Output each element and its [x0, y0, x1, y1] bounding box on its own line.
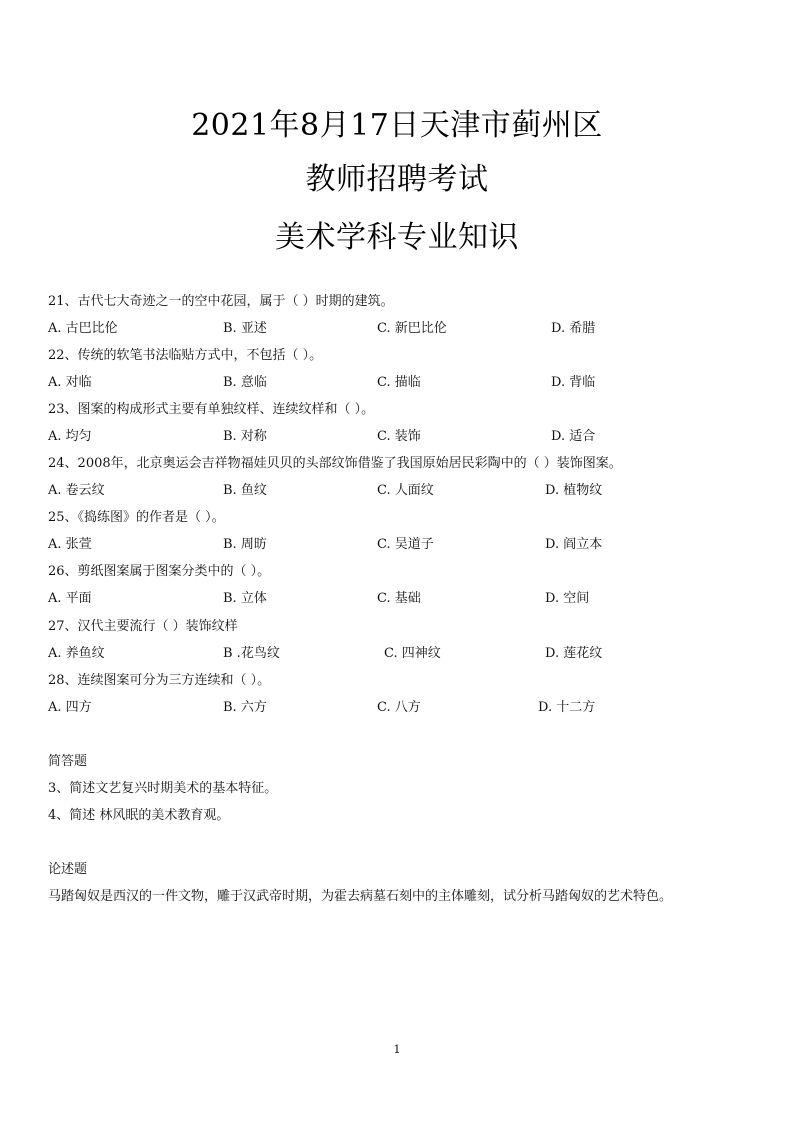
section-heading-short-answer: 简答题 [48, 754, 88, 769]
option-c: C. 新巴比伦 [377, 321, 447, 336]
document-title-line1: 2021年8月17日天津市蓟州区 [191, 108, 603, 143]
option-a: A. 平面 [48, 591, 92, 606]
document-title-line2: 教师招聘考试 [305, 162, 489, 197]
option-b: B. 意临 [223, 375, 267, 390]
option-d: D. 背临 [551, 375, 596, 390]
option-b: B. 六方 [223, 700, 267, 715]
question-stem: 26、剪纸图案属于图案分类中的（ ）。 [48, 564, 271, 579]
option-b: B .花鸟纹 [223, 646, 280, 661]
short-answer-item: 3、简述文艺复兴时期美术的基本特征。 [48, 781, 278, 796]
question-stem: 27、汉代主要流行（ ）装饰纹样 [48, 619, 238, 634]
question-stem: 21、古代七大奇迹之一的空中花园，属于（ ）时期的建筑。 [48, 294, 394, 309]
option-b: B. 立体 [223, 591, 267, 606]
option-b: B. 周昉 [223, 537, 267, 552]
document-title-line3: 美术学科专业知识 [275, 220, 519, 255]
option-c: C. 四神纹 [384, 646, 441, 661]
option-d: D. 阎立本 [545, 537, 603, 552]
essay-question: 马踏匈奴是西汉的一件文物，雕于汉武帝时期，为霍去病墓石刻中的主体雕刻，试分析马踏匈奴的艺术特色。 [48, 889, 673, 904]
option-d: D. 莲花纹 [545, 646, 603, 661]
option-d: D. 植物纹 [545, 483, 603, 498]
section-heading-essay: 论述题 [48, 862, 88, 877]
question-stem: 24、2008年，北京奥运会吉祥物福娃贝贝的头部纹饰借鉴了我国原始居民彩陶中的（ ）装饰图案。 [48, 456, 622, 471]
question-stem: 23、图案的构成形式主要有单独纹样、连续纹样和（ ）。 [48, 402, 375, 417]
page-number: 1 [393, 1043, 401, 1056]
option-a: A. 养鱼纹 [48, 646, 105, 661]
option-c: C. 八方 [377, 700, 421, 715]
option-b: B. 亚述 [223, 321, 267, 336]
option-c: C. 基础 [377, 591, 421, 606]
option-d: D. 空间 [545, 591, 590, 606]
option-b: B. 对称 [223, 429, 267, 444]
option-c: C. 描临 [377, 375, 421, 390]
option-a: A. 四方 [48, 700, 92, 715]
option-a: A. 古巴比伦 [48, 321, 118, 336]
option-b: B. 鱼纹 [223, 483, 267, 498]
question-stem: 28、连续图案可分为三方连续和（ ）。 [48, 673, 271, 688]
option-c: C. 人面纹 [377, 483, 434, 498]
option-d: D. 十二方 [538, 700, 596, 715]
short-answer-item: 4、简述 林风眠的美术教育观。 [48, 808, 230, 823]
option-d: D. 希腊 [551, 321, 596, 336]
option-a: A. 均匀 [48, 429, 92, 444]
option-d: D. 适合 [551, 429, 596, 444]
question-stem: 22、传统的软笔书法临贴方式中，不包括（ ）。 [48, 348, 323, 363]
question-stem: 25、《捣练图》的作者是（ ）。 [48, 510, 225, 525]
option-c: C. 吴道子 [377, 537, 434, 552]
option-c: C. 装饰 [377, 429, 421, 444]
option-a: A. 对临 [48, 375, 92, 390]
option-a: A. 卷云纹 [48, 483, 105, 498]
option-a: A. 张萱 [48, 537, 92, 552]
